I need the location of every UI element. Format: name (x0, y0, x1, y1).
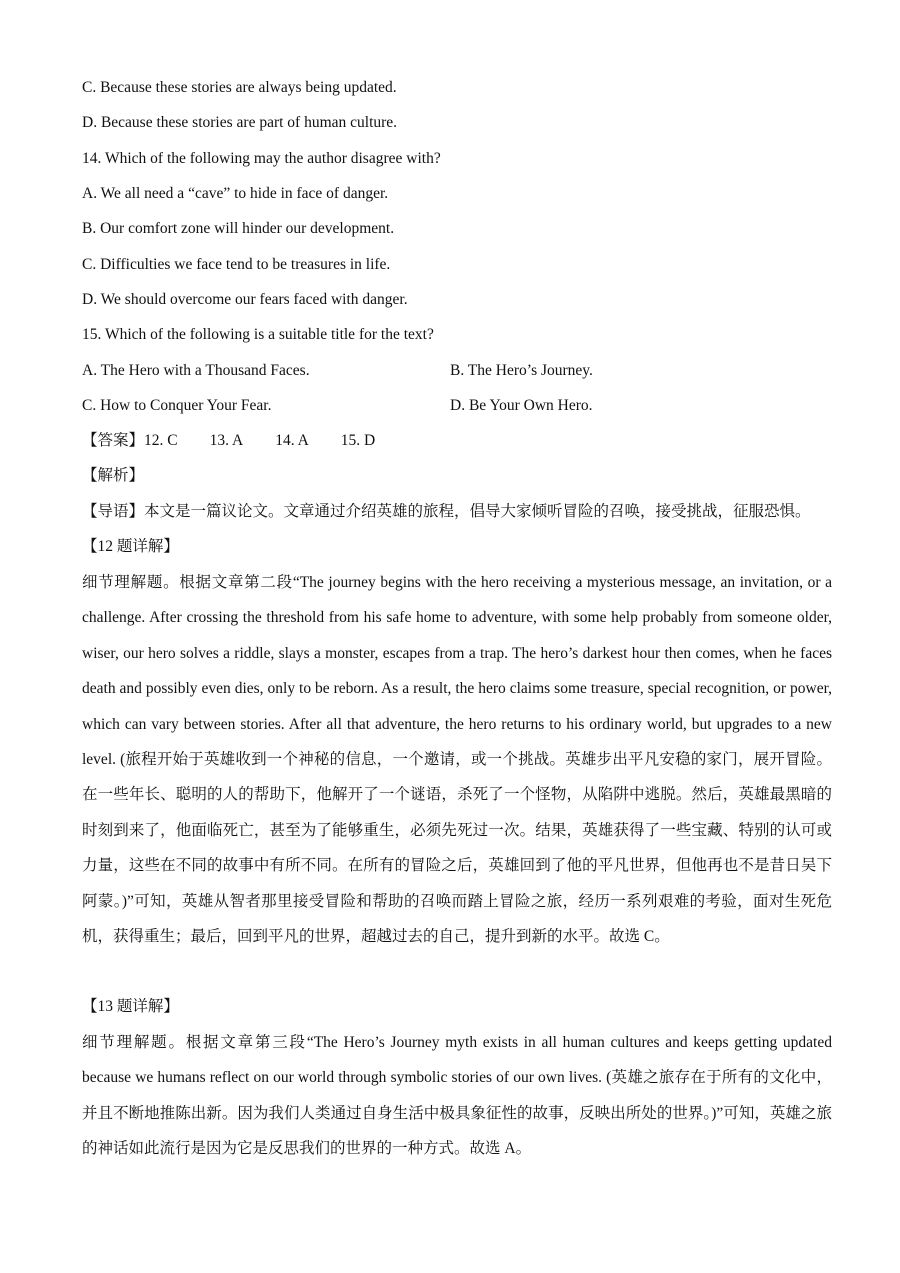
q15-option-d: D. Be Your Own Hero. (450, 397, 593, 414)
analysis-label: 【解析】 (82, 467, 145, 484)
q13-detail-heading: 【13 题详解】 (82, 998, 179, 1015)
q15-stem: 15. Which of the following is a suitable title for the text? (82, 326, 434, 343)
answer-item: 14. A (275, 432, 309, 449)
answer-item: 13. A (209, 432, 244, 449)
q15-option-c: C. How to Conquer Your Fear. (82, 397, 272, 414)
q12-detail-text: 细节理解题。根据文章第二段“The journey begins with the hero receiving a mysterious message, an invitation, or a challenge. After crossing the threshold from his safe home to adventure, with some help probably from someone older, wiser, our hero solves a riddle, slays a monster, escapes from a trap. The hero’s darkest hour then comes, when he faces death and possibly even dies, only to be reborn. As a result, the hero claims some treasure, special recognition, or power, which can vary between stories. After all that adventure, the hero returns to his ordinary world, but upgrades to a new level. (旅程开始于英雄收到一个神秘的信息，一个邀请，或一个挑战。英雄步出平凡安稳的家门，展开冒险。在一些年长、聪明的人的帮助下，他解开了一个谜语，杀死了一个怪物，从陷阱中逃脱。然后，英雄最黑暗的时刻到来了，他面临死亡，甚至为了能够重生，必须先死过一次。结果，英雄获得了一些宝藏、特别的认可或力量，这些在不同的故事中有所不同。在所有的冒险之后，英雄回到了他的平凡世界，但他再也不是昔日吴下阿蒙。)”可知，英雄从智者那里接受冒险和帮助的召唤而踏上冒险之旅，经历一系列艰难的考验，面对生死危机，获得重生；最后，回到平凡的世界，超越过去的自己，提升到新的水平。故选 C。 (82, 574, 832, 946)
q14-option-b: B. Our comfort zone will hinder our development. (82, 220, 395, 237)
q13-detail-text: 细节理解题。根据文章第三段“The Hero’s Journey myth exists in all human cultures and keeps getting updated because we humans reflect on our world through symbolic stories of our own lives. (英雄之旅存在于所有的文化中，并且不断地推陈出新。因为我们人类通过自身生活中极具象征性的故事，反映出所处的世界。)”可知，英雄之旅的神话如此流行是因为它是反思我们的世界的一种方式。故选 A。 (82, 1034, 832, 1158)
q13-option-c: C. Because these stories are always being updated. (82, 79, 397, 96)
q14-option-d: D. We should overcome our fears faced with danger. (82, 291, 408, 308)
q14-option-c: C. Difficulties we face tend to be treasures in life. (82, 256, 391, 273)
answer-key-label: 【答案】 (82, 432, 145, 449)
q15-option-a: A. The Hero with a Thousand Faces. (82, 362, 310, 379)
guide-text: 【导语】本文是一篇议论文。文章通过介绍英雄的旅程，倡导大家倾听冒险的召唤，接受挑战，征服恐惧。 (82, 503, 811, 520)
q14-stem: 14. Which of the following may the author disagree with? (82, 150, 441, 167)
q13-option-d: D. Because these stories are part of human culture. (82, 114, 398, 131)
q15-option-b: B. The Hero’s Journey. (450, 362, 593, 379)
answer-key (82, 431, 375, 451)
answer-item: 12. C (144, 432, 178, 449)
q12-detail-heading: 【12 题详解】 (82, 538, 179, 555)
answer-item: 15. D (340, 432, 376, 449)
q14-option-a: A. We all need a “cave” to hide in face of danger. (82, 185, 389, 202)
